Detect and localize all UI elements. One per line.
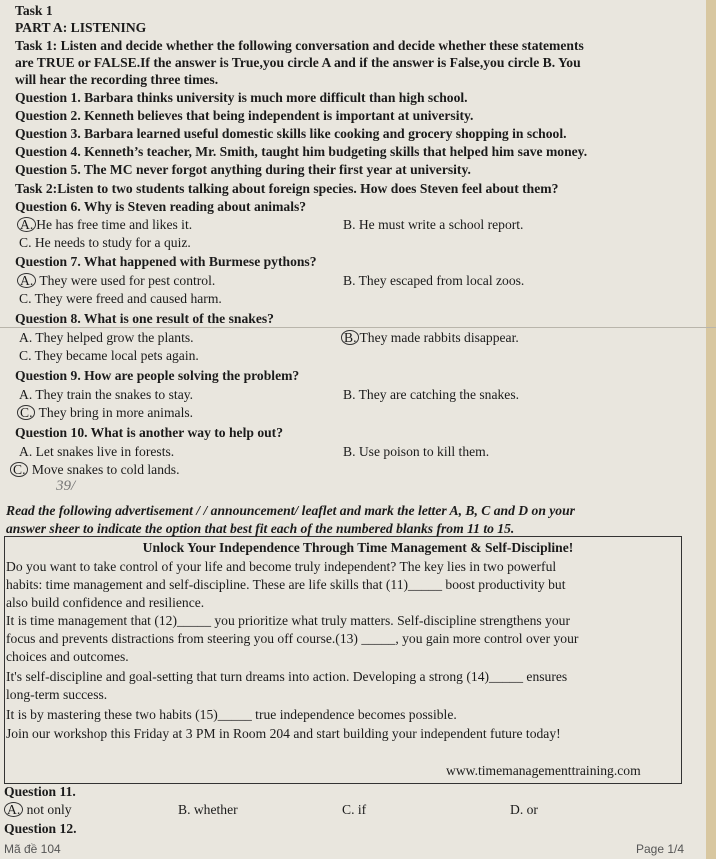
ad-line-2: habits: time management and self-discipline. These are life skills that (11)_____ boost productivity but xyxy=(6,577,566,592)
question-6: Question 6. Why is Steven reading about animals? xyxy=(15,199,307,214)
question-12-label: Question 12. xyxy=(4,821,77,836)
question-9: Question 9. How are people solving the problem? xyxy=(15,368,300,383)
task-label: Task 1 xyxy=(15,3,53,18)
q10-option-b[interactable]: B. Use poison to kill them. xyxy=(343,444,490,459)
reading-instruction-2: answer sheer to indicate the option that best fit each of the numbered blanks from 11 to 15. xyxy=(6,521,515,536)
ad-line-9: It is by mastering these two habits (15)_____ true independence becomes possible. xyxy=(6,707,457,722)
question-2: Question 2. Kenneth believes that being independent is important at university. xyxy=(15,108,474,123)
page-number: Page 1/4 xyxy=(636,842,685,856)
instruction-line-2: are TRUE or FALSE.If the answer is True,you circle A and if the answer is False,you circle B. You xyxy=(15,55,581,70)
q9-option-b[interactable]: B. They are catching the snakes. xyxy=(343,387,520,402)
q6-option-b[interactable]: B. He must write a school report. xyxy=(343,217,524,232)
advertisement-title: Unlock Your Independence Through Time Management & Self-Discipline! xyxy=(142,540,574,555)
q7-option-a-text: They were used for pest control. xyxy=(39,273,216,288)
question-1: Question 1. Barbara thinks university is much more difficult than high school. xyxy=(15,90,468,105)
q8-option-b[interactable] xyxy=(341,329,519,346)
q8-option-a[interactable]: A. They helped grow the plants. xyxy=(19,330,194,345)
ad-line-8: long-term success. xyxy=(6,687,108,702)
q9-option-c[interactable] xyxy=(17,404,193,421)
question-4: Question 4. Kenneth’s teacher, Mr. Smith, taught him budgeting skills that helped him save money. xyxy=(15,144,588,159)
question-10: Question 10. What is another way to help out? xyxy=(15,425,284,440)
handwritten-note: 39/ xyxy=(56,478,76,494)
q7-option-b[interactable]: B. They escaped from local zoos. xyxy=(343,273,525,288)
q10-option-c-text: Move snakes to cold lands. xyxy=(31,462,180,477)
ad-line-4: It is time management that (12)_____ you prioritize what truly matters. Self-discipline strengthens your xyxy=(6,613,571,628)
instruction-line-3: will hear the recording three times. xyxy=(15,72,219,87)
part-heading: PART A: LISTENING xyxy=(15,20,147,35)
ad-line-6: choices and outcomes. xyxy=(6,649,129,664)
question-11-label: Question 11. xyxy=(4,784,76,799)
q11-option-b[interactable]: B. whether xyxy=(178,802,238,817)
circle-mark: C. xyxy=(17,405,35,420)
ad-line-7: It's self-discipline and goal-setting that turn dreams into action. Developing a strong (14)_____ ensures xyxy=(6,669,568,684)
reading-instruction-1: Read the following advertisement / / announcement/ leaflet and mark the letter A, B, C and D on your xyxy=(6,503,575,518)
q6-option-c[interactable]: C. He needs to study for a quiz. xyxy=(19,235,191,250)
ad-website: www.timemanagementtraining.com xyxy=(446,763,641,778)
circle-mark: A. xyxy=(17,217,36,232)
circle-mark: A. xyxy=(17,273,36,288)
q6-option-a-text: He has free time and likes it. xyxy=(36,217,193,232)
q6-option-a[interactable] xyxy=(17,216,192,233)
ad-line-10: Join our workshop this Friday at 3 PM in Room 204 and start building your independent future today! xyxy=(6,726,561,741)
q9-option-a[interactable]: A. They train the snakes to stay. xyxy=(19,387,194,402)
exam-code: Mã đề 104 xyxy=(4,842,61,856)
circle-mark: C. xyxy=(10,462,28,477)
paper-fold xyxy=(0,327,716,328)
q8-option-c[interactable]: C. They became local pets again. xyxy=(19,348,199,363)
q11-option-a[interactable] xyxy=(4,801,72,818)
q8-option-b-text: They made rabbits disappear. xyxy=(359,330,519,345)
instruction-line-1: Task 1: Listen and decide whether the following conversation and decide whether these statements xyxy=(15,38,584,53)
q10-option-a[interactable]: A. Let snakes live in forests. xyxy=(19,444,175,459)
q7-option-a[interactable] xyxy=(17,272,215,289)
paper-edge xyxy=(706,0,716,859)
ad-line-3: also build confidence and resilience. xyxy=(6,595,205,610)
question-5: Question 5. The MC never forgot anything during their first year at university. xyxy=(15,162,471,177)
q9-option-c-text: They bring in more animals. xyxy=(38,405,194,420)
ad-line-5: focus and prevents distractions from steering you off course.(13) _____, you gain more control over your xyxy=(6,631,579,646)
question-3: Question 3. Barbara learned useful domestic skills like cooking and grocery shopping in school. xyxy=(15,126,567,141)
q7-option-c[interactable]: C. They were freed and caused harm. xyxy=(19,291,222,306)
question-8: Question 8. What is one result of the snakes? xyxy=(15,311,274,326)
q10-option-c[interactable] xyxy=(10,461,180,478)
task-2-heading: Task 2:Listen to two students talking about foreign species. How does Steven feel about them? xyxy=(15,181,559,196)
circle-mark: B. xyxy=(341,330,359,345)
q11-option-a-text: not only xyxy=(26,802,72,817)
q11-option-c[interactable]: C. if xyxy=(342,802,367,817)
q11-option-d[interactable]: D. or xyxy=(510,802,538,817)
ad-line-1: Do you want to take control of your life and become truly independent? The key lies in two powerful xyxy=(6,559,557,574)
question-7: Question 7. What happened with Burmese pythons? xyxy=(15,254,317,269)
circle-mark: A. xyxy=(4,802,23,817)
